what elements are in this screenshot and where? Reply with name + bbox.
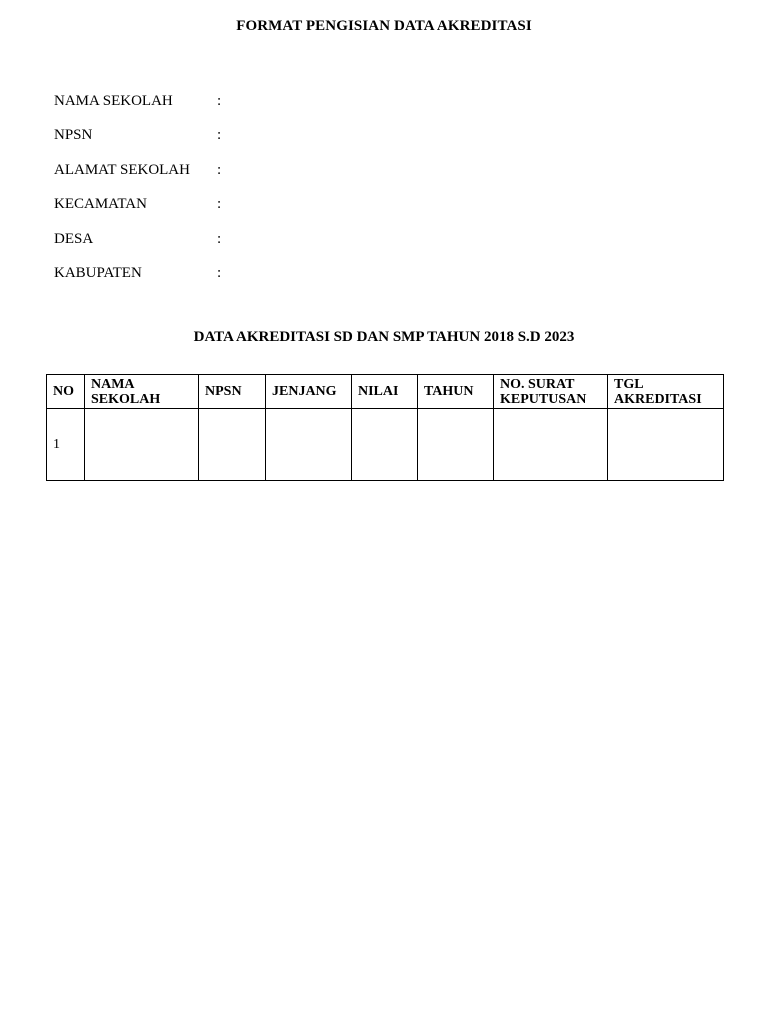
table-header-row <box>47 375 724 409</box>
table-cell <box>418 409 494 481</box>
table-cell <box>608 409 724 481</box>
header-no: NO <box>47 375 85 409</box>
header-tahun: TAHUN <box>418 375 494 409</box>
table-cell <box>494 409 608 481</box>
document-title: FORMAT PENGISIAN DATA AKREDITASI <box>236 18 532 34</box>
table-cell <box>352 409 418 481</box>
field-separator: : <box>217 93 222 109</box>
section-title: DATA AKREDITASI SD DAN SMP TAHUN 2018 S.D 2023 <box>193 329 575 345</box>
header-nilai: NILAI <box>352 375 418 409</box>
header-no-surat-keputusan: NO. SURAT KEPUTUSAN <box>494 375 608 409</box>
header-jenjang: JENJANG <box>266 375 352 409</box>
header-tgl-akreditasi: TGL AKREDITASI <box>608 375 724 409</box>
field-label: NAMA SEKOLAH <box>54 93 173 109</box>
field-separator: : <box>217 196 222 212</box>
table-row <box>47 409 724 481</box>
accreditation-table <box>46 374 724 481</box>
header-npsn: NPSN <box>199 375 266 409</box>
field-label: DESA <box>54 231 94 247</box>
field-separator: : <box>217 162 222 178</box>
field-label: KECAMATAN <box>54 196 147 212</box>
field-npsn <box>54 125 454 145</box>
field-kabupaten <box>54 263 454 283</box>
header-nama-sekolah: NAMA SEKOLAH <box>85 375 199 409</box>
field-label: KABUPATEN <box>54 265 142 281</box>
field-nama-sekolah <box>54 91 454 111</box>
field-separator: : <box>217 231 222 247</box>
table-cell <box>266 409 352 481</box>
field-separator: : <box>217 127 222 143</box>
field-kecamatan <box>54 194 454 214</box>
field-label: ALAMAT SEKOLAH <box>54 162 190 178</box>
table-cell: 1 <box>47 409 85 481</box>
field-alamat-sekolah <box>54 160 454 180</box>
field-label: NPSN <box>54 127 93 143</box>
field-desa <box>54 229 454 249</box>
table-cell <box>85 409 199 481</box>
field-separator: : <box>217 265 222 281</box>
table-cell <box>199 409 266 481</box>
